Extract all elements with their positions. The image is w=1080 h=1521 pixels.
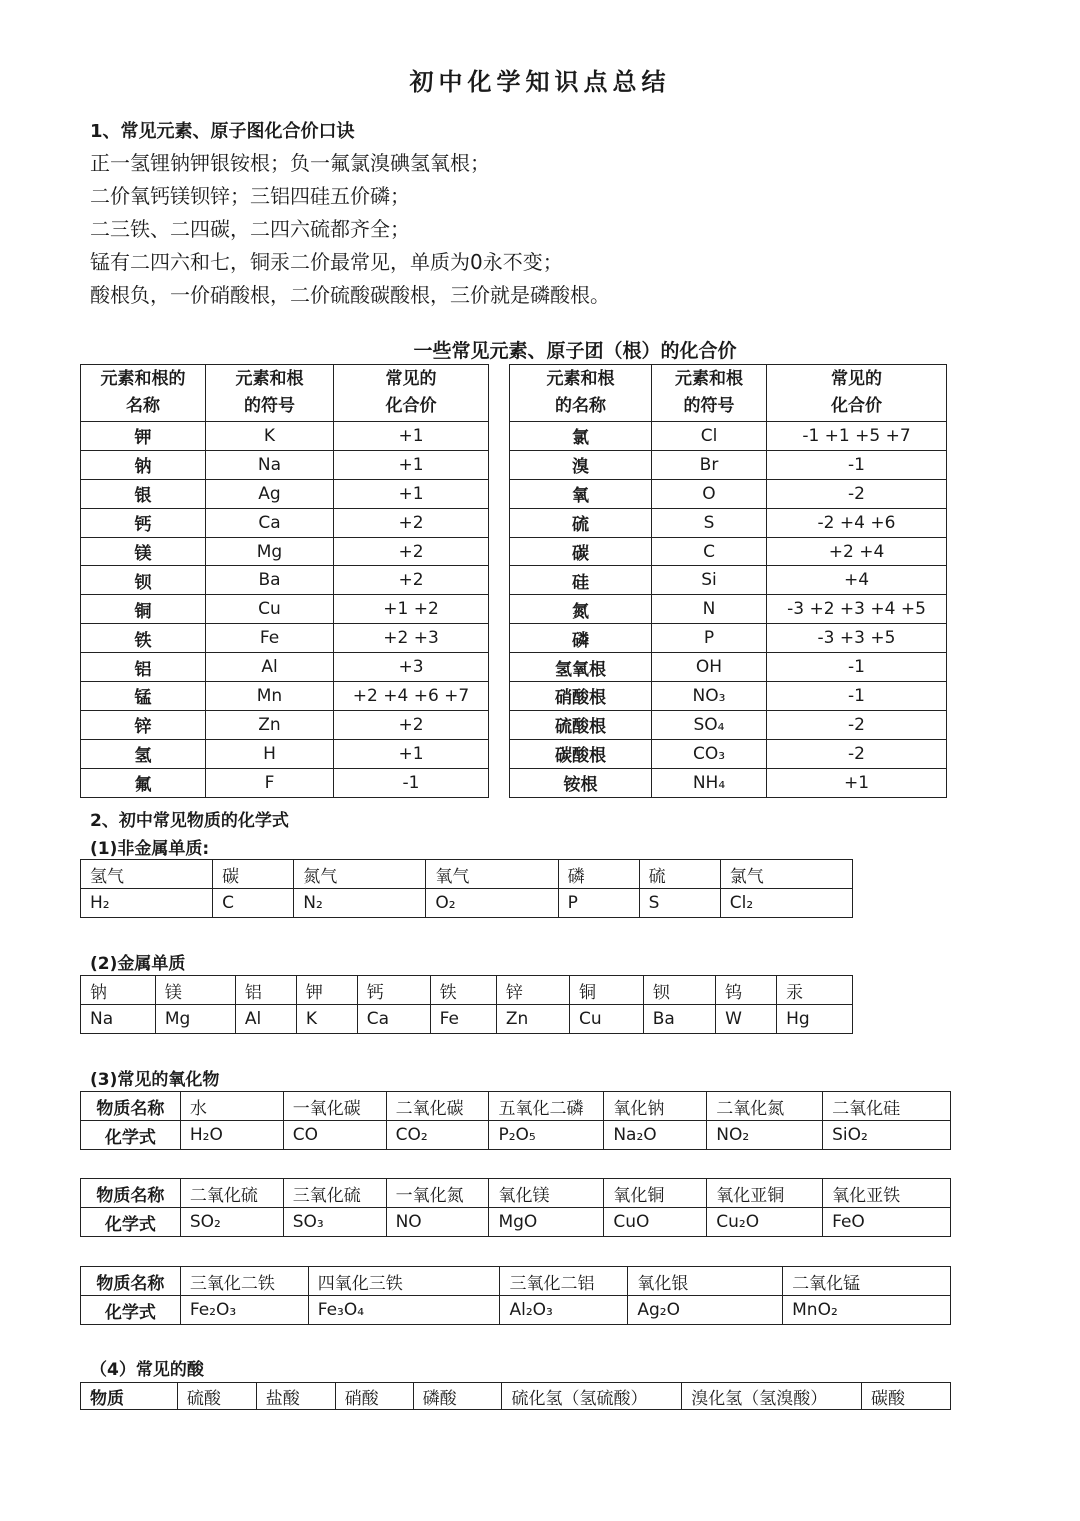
formula-cell: Na — [81, 1005, 156, 1034]
table-gap — [489, 739, 510, 768]
element-symbol-cell: P — [652, 624, 767, 653]
row-label-cell: 化学式 — [81, 1208, 181, 1237]
substance-name-cell: 氯气 — [720, 860, 852, 889]
element-name-cell: 钾 — [81, 422, 206, 451]
substance-name-cell: 硝酸 — [335, 1383, 413, 1410]
element-symbol-cell: Si — [652, 566, 767, 595]
formula-cell: Fe₃O₄ — [308, 1296, 500, 1325]
table-gap — [489, 365, 510, 422]
formula-cell: C — [213, 889, 294, 918]
valence-cell: +1 — [334, 422, 489, 451]
mnemonic-line: 二价氧钙镁钡锌；三铝四硅五价磷； — [90, 184, 410, 208]
table-row — [81, 1296, 951, 1325]
element-name-cell: 硅 — [510, 566, 652, 595]
formula-cell: Zn — [496, 1005, 569, 1034]
element-name-cell: 银 — [81, 479, 206, 508]
element-symbol-cell: NH₄ — [652, 768, 767, 797]
element-symbol-cell: Cl — [652, 422, 767, 451]
substance-name-cell: 一氧化碳 — [283, 1092, 386, 1121]
element-name-cell: 铁 — [81, 624, 206, 653]
element-name-cell: 钡 — [81, 566, 206, 595]
formula-cell: Cu₂O — [707, 1208, 823, 1237]
substance-name-cell: 氮气 — [294, 860, 426, 889]
table-gap — [489, 768, 510, 797]
table-row — [81, 1179, 951, 1208]
element-symbol-cell: F — [206, 768, 334, 797]
substance-name-cell: 氧化镁 — [489, 1179, 604, 1208]
element-name-cell: 溴 — [510, 450, 652, 479]
element-name-cell: 碳酸根 — [510, 739, 652, 768]
mnemonic-line: 正一氢锂钠钾银铵根；负一氟氯溴碘氢氧根； — [90, 151, 490, 175]
element-name-cell: 氢氧根 — [510, 653, 652, 682]
element-symbol-cell: Na — [206, 450, 334, 479]
valence-cell: +2 — [334, 710, 489, 739]
substance-name-cell: 钙 — [357, 976, 430, 1005]
substance-name-cell: 铝 — [235, 976, 296, 1005]
formula-cell: Fe — [430, 1005, 496, 1034]
element-name-cell: 硫酸根 — [510, 710, 652, 739]
header-valence: 常见的 化合价 — [767, 365, 947, 422]
substance-name-cell: 三氧化二铝 — [500, 1267, 628, 1296]
valence-cell: -2 — [767, 710, 947, 739]
element-name-cell: 氯 — [510, 422, 652, 451]
substance-name-cell: 氧化钠 — [604, 1092, 707, 1121]
element-name-cell: 氮 — [510, 595, 652, 624]
metal-heading: (2)金属单质 — [90, 954, 186, 974]
formula-cell: SO₂ — [180, 1208, 283, 1237]
element-symbol-cell: NO₃ — [652, 682, 767, 711]
substance-name-cell: 氧化银 — [628, 1267, 783, 1296]
substance-name-cell: 钡 — [643, 976, 715, 1005]
page-title: 初中化学知识点总结 — [409, 68, 671, 96]
valence-cell: -3 +2 +3 +4 +5 — [767, 595, 947, 624]
valence-cell: +2 +4 — [767, 537, 947, 566]
element-symbol-cell: Br — [652, 450, 767, 479]
formula-cell: SO₃ — [283, 1208, 386, 1237]
substance-name-cell: 硫酸 — [177, 1383, 256, 1410]
formula-cell: Na₂O — [604, 1121, 707, 1150]
row-label-cell: 化学式 — [81, 1121, 181, 1150]
table-row — [81, 653, 947, 682]
element-symbol-cell: H — [206, 739, 334, 768]
element-name-cell: 碳 — [510, 537, 652, 566]
substance-name-cell: 汞 — [777, 976, 853, 1005]
table-gap — [489, 450, 510, 479]
formula-cell: O₂ — [426, 889, 558, 918]
table-row — [81, 860, 853, 889]
formula-cell: Ag₂O — [628, 1296, 783, 1325]
row-label-cell: 物质 — [81, 1383, 178, 1410]
table-row — [81, 624, 947, 653]
table-gap — [489, 566, 510, 595]
valence-mnemonic — [90, 147, 610, 312]
valence-cell: -2 — [767, 739, 947, 768]
formula-cell: SiO₂ — [823, 1121, 951, 1150]
element-name-cell: 镁 — [81, 537, 206, 566]
formula-cell: S — [639, 889, 720, 918]
section2-heading: 2、初中常见物质的化学式 — [90, 811, 289, 831]
element-symbol-cell: OH — [652, 653, 767, 682]
substance-name-cell: 硫化氢（氢硫酸） — [502, 1383, 682, 1410]
row-label-cell: 物质名称 — [81, 1092, 181, 1121]
valence-cell: +3 — [334, 653, 489, 682]
substance-name-cell: 磷酸 — [413, 1383, 502, 1410]
table-row — [81, 537, 947, 566]
table-gap — [489, 422, 510, 451]
element-name-cell: 钠 — [81, 450, 206, 479]
element-symbol-cell: Mn — [206, 682, 334, 711]
table-row — [81, 508, 947, 537]
substance-name-cell: 氧化亚铜 — [707, 1179, 823, 1208]
substance-name-cell: 锌 — [496, 976, 569, 1005]
header-symbol: 元素和根 的符号 — [652, 365, 767, 422]
substance-name-cell: 铁 — [430, 976, 496, 1005]
element-name-cell: 铝 — [81, 653, 206, 682]
element-symbol-cell: Cu — [206, 595, 334, 624]
oxide-table-2 — [80, 1178, 951, 1237]
table-row — [81, 889, 853, 918]
formula-cell: Cl₂ — [720, 889, 852, 918]
table-row — [81, 768, 947, 797]
element-symbol-cell: Ag — [206, 479, 334, 508]
element-name-cell: 氟 — [81, 768, 206, 797]
element-symbol-cell: Mg — [206, 537, 334, 566]
substance-name-cell: 碳 — [213, 860, 294, 889]
substance-name-cell: 钠 — [81, 976, 156, 1005]
element-name-cell: 铵根 — [510, 768, 652, 797]
substance-name-cell: 二氧化氮 — [707, 1092, 823, 1121]
table-row — [81, 739, 947, 768]
valence-table-title: 一些常见元素、原子团（根）的化合价 — [413, 340, 737, 362]
table-gap — [489, 653, 510, 682]
formula-cell: P₂O₅ — [489, 1121, 604, 1150]
formula-cell: MgO — [489, 1208, 604, 1237]
metal-table — [80, 975, 853, 1034]
table-row — [81, 976, 853, 1005]
oxide-table-3 — [80, 1266, 951, 1325]
section1-heading: 1、常见元素、原子图化合价口诀 — [90, 121, 355, 142]
element-symbol-cell: C — [652, 537, 767, 566]
substance-name-cell: 氧化铜 — [604, 1179, 707, 1208]
valence-cell: +2 +4 +6 +7 — [334, 682, 489, 711]
element-symbol-cell: SO₄ — [652, 710, 767, 739]
substance-name-cell: 镁 — [155, 976, 235, 1005]
formula-cell: Ca — [357, 1005, 430, 1034]
table-gap — [489, 624, 510, 653]
table-row — [81, 566, 947, 595]
valence-table — [80, 364, 947, 798]
valence-cell: +2 +3 — [334, 624, 489, 653]
substance-name-cell: 硫 — [639, 860, 720, 889]
valence-cell: +2 — [334, 566, 489, 595]
valence-cell: +2 — [334, 508, 489, 537]
table-gap — [489, 537, 510, 566]
oxide-table-1 — [80, 1091, 951, 1150]
mnemonic-line: 锰有二四六和七，铜汞二价最常见，单质为0永不变； — [90, 250, 563, 274]
substance-name-cell: 水 — [180, 1092, 283, 1121]
substance-name-cell: 五氧化二磷 — [489, 1092, 604, 1121]
header-name: 元素和根的 名称 — [81, 365, 206, 422]
valence-cell: +2 — [334, 537, 489, 566]
valence-cell: +1 — [334, 479, 489, 508]
formula-cell: Al — [235, 1005, 296, 1034]
substance-name-cell: 二氧化碳 — [386, 1092, 489, 1121]
substance-name-cell: 一氧化氮 — [386, 1179, 489, 1208]
element-symbol-cell: Fe — [206, 624, 334, 653]
formula-cell: H₂O — [180, 1121, 283, 1150]
substance-name-cell: 钾 — [296, 976, 357, 1005]
substance-name-cell: 氧化亚铁 — [823, 1179, 951, 1208]
element-symbol-cell: CO₃ — [652, 739, 767, 768]
formula-cell: Ba — [643, 1005, 715, 1034]
substance-name-cell: 氧气 — [426, 860, 558, 889]
element-symbol-cell: S — [652, 508, 767, 537]
formula-cell: FeO — [823, 1208, 951, 1237]
element-symbol-cell: Zn — [206, 710, 334, 739]
element-symbol-cell: N — [652, 595, 767, 624]
substance-name-cell: 氢气 — [81, 860, 213, 889]
table-gap — [489, 595, 510, 624]
valence-cell: +1 — [334, 739, 489, 768]
element-symbol-cell: O — [652, 479, 767, 508]
formula-cell: CO — [283, 1121, 386, 1150]
formula-cell: Hg — [777, 1005, 853, 1034]
substance-name-cell: 三氧化硫 — [283, 1179, 386, 1208]
element-name-cell: 氢 — [81, 739, 206, 768]
header-name: 元素和根 的名称 — [510, 365, 652, 422]
element-name-cell: 锌 — [81, 710, 206, 739]
table-gap — [489, 682, 510, 711]
table-row — [81, 1121, 951, 1150]
row-label-cell: 物质名称 — [81, 1179, 181, 1208]
table-gap — [489, 710, 510, 739]
acids-heading: （4）常见的酸 — [90, 1360, 204, 1380]
substance-name-cell: 磷 — [558, 860, 639, 889]
row-label-cell: 化学式 — [81, 1296, 181, 1325]
row-label-cell: 物质名称 — [81, 1267, 181, 1296]
nonmetal-heading: (1)非金属单质: — [90, 839, 210, 859]
formula-cell: Al₂O₃ — [500, 1296, 628, 1325]
element-name-cell: 锰 — [81, 682, 206, 711]
formula-cell: H₂ — [81, 889, 213, 918]
formula-cell: NO — [386, 1208, 489, 1237]
table-row — [81, 1208, 951, 1237]
formula-cell: NO₂ — [707, 1121, 823, 1150]
table-row — [81, 450, 947, 479]
table-row — [81, 1267, 951, 1296]
table-row — [81, 422, 947, 451]
valence-cell: -1 — [767, 653, 947, 682]
table-gap — [489, 508, 510, 537]
valence-cell: -2 — [767, 479, 947, 508]
acids-table — [80, 1382, 951, 1410]
formula-cell: CuO — [604, 1208, 707, 1237]
formula-cell: Cu — [570, 1005, 644, 1034]
formula-cell: CO₂ — [386, 1121, 489, 1150]
substance-name-cell: 碳酸 — [862, 1383, 951, 1410]
substance-name-cell: 铜 — [570, 976, 644, 1005]
valence-cell: -3 +3 +5 — [767, 624, 947, 653]
header-symbol: 元素和根 的符号 — [206, 365, 334, 422]
valence-cell: +4 — [767, 566, 947, 595]
table-row — [81, 682, 947, 711]
substance-name-cell: 钨 — [716, 976, 777, 1005]
valence-cell: -2 +4 +6 — [767, 508, 947, 537]
mnemonic-line: 酸根负，一价硝酸根，二价硫酸碳酸根，三价就是磷酸根。 — [90, 283, 610, 307]
table-row — [81, 479, 947, 508]
valence-cell: -1 — [334, 768, 489, 797]
substance-name-cell: 二氧化锰 — [783, 1267, 951, 1296]
table-row — [81, 1005, 853, 1034]
oxides-heading: (3)常见的氧化物 — [90, 1070, 220, 1090]
table-gap — [489, 479, 510, 508]
valence-cell: +1 +2 — [334, 595, 489, 624]
table-row — [81, 710, 947, 739]
formula-cell: W — [716, 1005, 777, 1034]
formula-cell: N₂ — [294, 889, 426, 918]
element-symbol-cell: Ba — [206, 566, 334, 595]
valence-header-row — [81, 365, 947, 422]
nonmetal-table — [80, 859, 853, 918]
substance-name-cell: 三氧化二铁 — [180, 1267, 308, 1296]
element-name-cell: 铜 — [81, 595, 206, 624]
element-name-cell: 硫 — [510, 508, 652, 537]
substance-name-cell: 二氧化硅 — [823, 1092, 951, 1121]
element-name-cell: 硝酸根 — [510, 682, 652, 711]
element-symbol-cell: Ca — [206, 508, 334, 537]
element-name-cell: 钙 — [81, 508, 206, 537]
table-row — [81, 1092, 951, 1121]
table-row — [81, 1383, 951, 1410]
valence-cell: +1 — [334, 450, 489, 479]
substance-name-cell: 溴化氢（氢溴酸） — [682, 1383, 862, 1410]
table-row — [81, 595, 947, 624]
element-symbol-cell: Al — [206, 653, 334, 682]
valence-cell: -1 +1 +5 +7 — [767, 422, 947, 451]
element-symbol-cell: K — [206, 422, 334, 451]
header-valence: 常见的 化合价 — [334, 365, 489, 422]
element-name-cell: 氧 — [510, 479, 652, 508]
formula-cell: Mg — [155, 1005, 235, 1034]
mnemonic-line: 二三铁、二四碳，二四六硫都齐全； — [90, 217, 410, 241]
formula-cell: MnO₂ — [783, 1296, 951, 1325]
element-name-cell: 磷 — [510, 624, 652, 653]
formula-cell: Fe₂O₃ — [180, 1296, 308, 1325]
valence-cell: -1 — [767, 682, 947, 711]
formula-cell: K — [296, 1005, 357, 1034]
substance-name-cell: 盐酸 — [256, 1383, 335, 1410]
substance-name-cell: 四氧化三铁 — [308, 1267, 500, 1296]
substance-name-cell: 二氧化硫 — [180, 1179, 283, 1208]
formula-cell: P — [558, 889, 639, 918]
valence-cell: +1 — [767, 768, 947, 797]
valence-cell: -1 — [767, 450, 947, 479]
